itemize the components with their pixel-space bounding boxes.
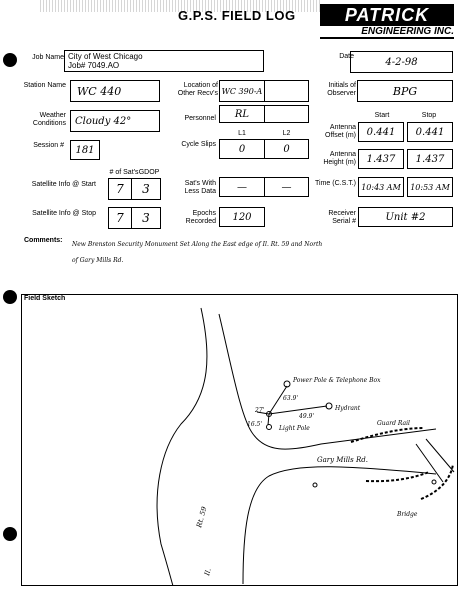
job-name-label: Job Name [32,54,64,61]
guard-rail-south [366,472,429,481]
epochs-field: 120 [219,207,265,227]
route-prefix-text: Il. [203,567,213,577]
comments-label: Comments: [24,237,63,244]
l1-header: L1 [238,130,246,137]
sat-start-label: Satellite Info @ Start [31,181,96,188]
job-name-line1: City of West Chicago [68,52,143,61]
epochs-label: Epochs Recorded [185,210,216,225]
logo-sub: ENGINEERING INC. [320,26,454,39]
dist-165-text: 16.5' [247,421,263,428]
job-name-line2: Job# 7049.AO [68,61,120,70]
light-pole-text: Light Pole [279,425,310,432]
field-sketch-label: Field Sketch [24,295,66,302]
power-pole-text: Power Pole & Telephone Box [293,377,381,384]
station-name-field: WC 440 [70,80,160,102]
personnel-label: Personnel [184,115,216,122]
time-label: Time (C.S.T.) [315,180,356,187]
sat-stop-label: Satellite Info @ Stop [32,210,96,217]
rt59-west-edge [157,308,207,586]
guard-rail-text: Guard Rail [377,420,410,427]
personnel-field-2 [264,105,309,123]
route-text: Rt. 59 [195,505,209,529]
sat-start-gdop: 3 [131,178,161,200]
mark-symbol [313,483,317,487]
station-name-label: Station Name [23,82,66,89]
time-start: 10:43 AM [358,177,404,197]
date-label: Date [339,53,354,60]
punch-hole-bottom [3,527,17,541]
punch-hole-top [3,53,17,67]
punch-hole-middle [3,290,17,304]
initials-label: Initials of Observer [327,82,356,97]
field-sketch [21,294,458,586]
antenna-height-stop: 1.437 [407,149,453,169]
antenna-offset-label: Antenna Offset (m) [325,124,356,139]
bridge-mark-symbol [432,480,436,484]
company-logo [320,4,454,38]
weather-label: Weather Conditions [32,112,66,127]
gary-mills-south-edge [243,467,436,584]
cycle-slips-l1: 0 [219,139,265,159]
date-field: 4-2-98 [350,51,453,73]
sats-less-label: Sat's With Less Data [184,180,216,195]
monument-to-hydrant [269,406,327,414]
session-label: Session # [33,142,64,149]
session-field: 181 [70,140,100,160]
receiver-field: Unit #2 [358,207,453,227]
road-text: Gary Mills Rd. [317,456,368,464]
dist-491-text: 49.9' [299,413,315,420]
start-header: Start [374,112,390,119]
num-sats-header: # of Sat's [109,169,139,176]
location-field-2 [264,80,309,102]
bridge-text: Bridge [397,511,418,518]
stop-header: Stop [421,112,437,119]
sat-stop-num: 7 [108,207,132,229]
dist-27-text: 27' [255,407,265,414]
sats-less-l2: — [264,177,309,197]
form-title: G.P.S. FIELD LOG [178,8,296,23]
sat-stop-gdop: 3 [131,207,161,229]
antenna-height-label: Antenna Height (m) [323,151,356,166]
initials-field: BPG [357,80,453,102]
location-label: Location of Other Recv's [177,82,218,97]
job-name-field [64,50,264,72]
gdop-header: GDOP [138,169,160,176]
weather-field: Cloudy 42° [70,110,160,132]
light-pole-symbol [267,425,272,430]
antenna-height-start: 1.437 [358,149,404,169]
sat-start-num: 7 [108,178,132,200]
cycle-slips-label: Cycle Slips [181,141,216,148]
comments-line2: of Gary Mills Rd. [72,257,124,264]
antenna-offset-stop: 0.441 [407,122,453,142]
antenna-offset-start: 0.441 [358,122,404,142]
l2-header: L2 [282,130,291,137]
time-stop: 10:53 AM [407,177,453,197]
location-field-1: WC 390-A [219,80,265,102]
sats-less-l1: — [219,177,265,197]
dist-639-text: 63.9' [283,395,299,402]
logo-main: PATRICK [320,4,454,26]
cycle-slips-l2: 0 [264,139,309,159]
hydrant-text: Hydrant [335,405,361,412]
comments-line1: New Brenston Security Monument Set Along the East edge of Il. Rt. 59 and North [72,241,323,248]
personnel-field-1: RL [219,105,265,123]
receiver-label: Receiver Serial # [328,210,356,225]
bridge-curve [421,464,453,499]
